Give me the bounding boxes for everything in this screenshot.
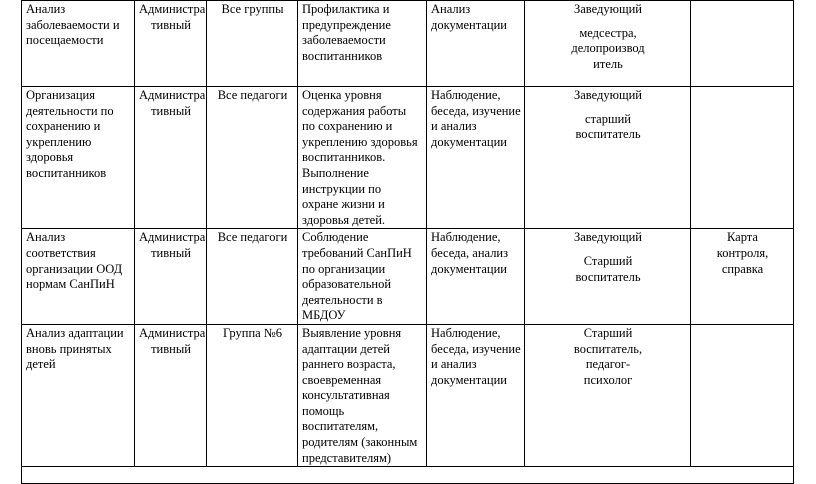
result-cell: [691, 229, 794, 325]
cell-line: консультативная: [302, 388, 390, 403]
cell-line: беседа, изучение: [431, 341, 521, 356]
cell-line: Профилактика и: [302, 2, 390, 16]
cell-line: Анализ: [26, 2, 66, 16]
group-cell: [207, 229, 298, 325]
responsible-cell: [525, 1, 691, 87]
cell-line: посещаемости: [26, 33, 104, 48]
method-cell: [427, 229, 525, 325]
cell-line: предупреждение: [302, 17, 391, 32]
cell-line: воспитатель: [575, 127, 641, 142]
cell-line: образовательной: [302, 277, 392, 292]
cell-line: документации: [431, 17, 507, 32]
empty-cell: [22, 467, 794, 484]
cell-line: Заведующий: [574, 88, 642, 102]
result-cell: [691, 87, 794, 229]
cell-line: Группа №6: [222, 325, 282, 340]
cell-line: сохранению и: [26, 119, 101, 134]
cell-line: Старший: [583, 325, 633, 340]
goal-cell: [298, 324, 427, 466]
cell-line: Администра: [139, 325, 206, 340]
cell-line: [529, 104, 687, 112]
responsible-cell: [525, 229, 691, 325]
cell-line: беседа, анализ: [431, 245, 509, 260]
group-cell: [207, 87, 298, 229]
cell-line: документации: [431, 261, 507, 276]
table-row: [22, 229, 794, 325]
cell-line: заболеваемости и: [26, 17, 120, 32]
cell-line: беседа, изучение: [431, 103, 521, 118]
cell-line: инструкции по: [302, 181, 382, 196]
cell-line: Карта: [727, 230, 758, 245]
form-cell: [135, 229, 207, 325]
cell-line: воспитатель: [575, 269, 641, 284]
cell-line: по организации: [302, 261, 386, 276]
cell-line: организации ООД: [26, 261, 123, 276]
cell-line: Выполнение: [302, 165, 369, 180]
cell-line: документации: [431, 372, 507, 387]
table-body: [22, 1, 794, 484]
form-cell: [135, 87, 207, 229]
topic-cell: [22, 229, 135, 325]
cell-line: и анализ: [431, 357, 477, 372]
cell-line: Организация: [26, 88, 95, 102]
cell-line: Соблюдение: [302, 230, 369, 245]
cell-line: адаптации детей: [302, 341, 390, 356]
cell-line: Наблюдение,: [431, 230, 501, 245]
cell-line: и анализ: [431, 119, 477, 134]
cell-line: Анализ: [26, 230, 66, 245]
cell-line: Администра: [139, 2, 206, 16]
topic-cell: [22, 1, 135, 87]
goal-cell: [298, 87, 427, 229]
cell-line: Заведующий: [574, 2, 642, 16]
cell-line: Старший: [583, 253, 633, 268]
cell-line: Все педагоги: [217, 230, 288, 245]
group-cell: [207, 1, 298, 87]
cell-line: детей: [26, 357, 56, 372]
cell-line: педагог-: [585, 357, 631, 372]
cell-line: делопроизвод: [571, 41, 645, 56]
cell-line: Анализ адаптации: [26, 325, 124, 340]
cell-line: Выявление уровня: [302, 325, 402, 340]
cell-line: здоровья детей.: [302, 212, 386, 227]
cell-line: контроля,: [716, 245, 769, 260]
cell-line: тивный: [151, 103, 191, 118]
table-row: [22, 324, 794, 466]
form-cell: [135, 324, 207, 466]
cell-line: требований СанПиН: [302, 245, 412, 260]
cell-line: психолог: [583, 372, 633, 387]
cell-line: деятельности в: [302, 292, 383, 307]
table-row: [22, 1, 794, 87]
cell-line: воспитатель,: [573, 341, 643, 356]
cell-line: помощь: [302, 403, 345, 418]
table-row-empty: [22, 467, 794, 484]
topic-cell: [22, 87, 135, 229]
cell-line: Заведующий: [574, 230, 642, 245]
result-cell: [691, 324, 794, 466]
cell-line: Наблюдение,: [431, 88, 501, 102]
control-plan-table: [21, 0, 794, 484]
cell-line: Анализ: [431, 2, 471, 16]
responsible-cell: [525, 87, 691, 229]
cell-line: вновь принятых: [26, 341, 112, 356]
cell-line: своевременная: [302, 372, 382, 387]
table-row: [22, 87, 794, 229]
cell-line: воспитателям,: [302, 419, 379, 434]
cell-line: Все группы: [221, 2, 284, 16]
method-cell: [427, 87, 525, 229]
cell-line: справка: [721, 261, 764, 276]
goal-cell: [298, 1, 427, 87]
cell-line: Все педагоги: [217, 88, 288, 102]
cell-line: [529, 246, 687, 254]
cell-line: заболеваемости: [302, 33, 386, 48]
form-cell: [135, 1, 207, 87]
cell-line: раннего возраста,: [302, 357, 396, 372]
cell-line: Администра: [139, 88, 206, 102]
cell-line: старший: [585, 111, 631, 126]
cell-line: по сохранению и: [302, 119, 393, 134]
method-cell: [427, 324, 525, 466]
cell-line: Администра: [139, 230, 206, 245]
cell-line: Оценка уровня: [302, 88, 382, 102]
method-cell: [427, 1, 525, 87]
cell-line: [529, 18, 687, 26]
group-cell: [207, 324, 298, 466]
cell-line: соответствия: [26, 245, 96, 260]
cell-line: укреплению: [26, 134, 92, 149]
cell-line: воспитанников: [302, 48, 383, 63]
cell-line: нормам СанПиН: [26, 277, 115, 292]
cell-line: деятельности по: [26, 103, 114, 118]
cell-line: содержания работы: [302, 103, 407, 118]
cell-line: здоровья: [26, 150, 74, 165]
cell-line: Наблюдение,: [431, 325, 501, 340]
cell-line: воспитанников: [26, 165, 107, 180]
cell-line: тивный: [151, 341, 191, 356]
topic-cell: [22, 324, 135, 466]
goal-cell: [298, 229, 427, 325]
cell-line: тивный: [151, 245, 191, 260]
cell-line: тивный: [151, 17, 191, 32]
cell-line: воспитанников.: [302, 150, 386, 165]
cell-line: итель: [593, 56, 623, 71]
cell-line: укреплению здоровья: [302, 134, 418, 149]
cell-line: представителям): [302, 450, 392, 465]
cell-line: медсестра,: [579, 25, 637, 40]
cell-line: родителям (законным: [302, 435, 418, 450]
cell-line: МБДОУ: [302, 308, 346, 323]
cell-line: охране жизни и: [302, 197, 385, 212]
responsible-cell: [525, 324, 691, 466]
cell-line: документации: [431, 134, 507, 149]
result-cell: [691, 1, 794, 87]
